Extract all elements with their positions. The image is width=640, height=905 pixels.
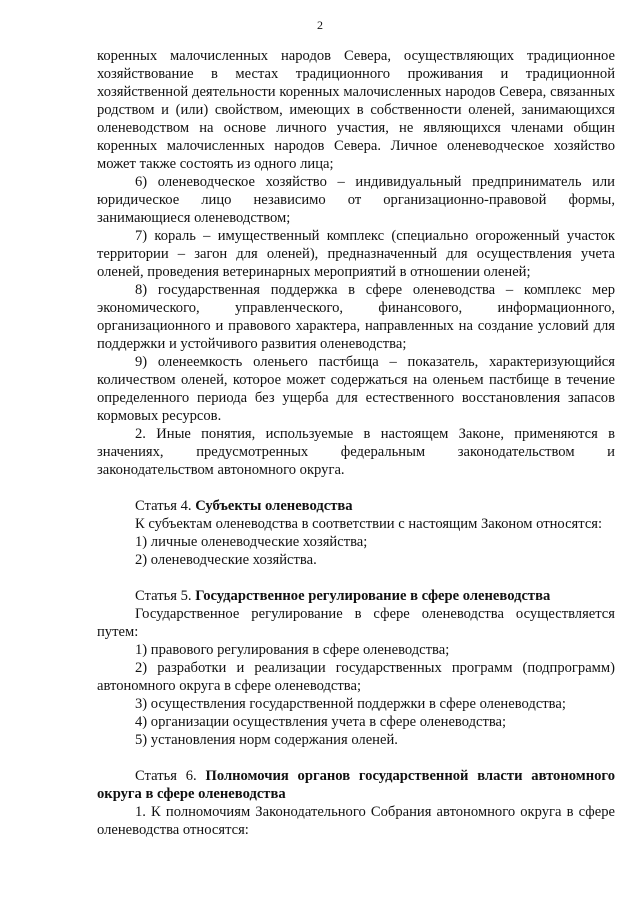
article-4-heading [97, 497, 615, 515]
definition-9: 9) оленеемкость оленьего пастбища – показатель, характеризующийся количеством оленей, которое может содержаться на оленьем пастбище в течение определенного периода без ущерба для естественного восстановления запасов кормовых ресурсов. [97, 354, 615, 424]
definition-6: 6) оленеводческое хозяйство – индивидуальный предприниматель или юридическое лицо независимо от организационно-правовой формы, занимающиеся оленеводством; [97, 174, 615, 226]
document-body [97, 47, 615, 839]
article-5-item-1: 1) правового регулирования в сфере оленеводства; [135, 642, 450, 658]
article-5-title: Государственное регулирование в сфере оленеводства [195, 588, 551, 604]
article-5-heading [97, 587, 615, 605]
clause-2: 2. Иные понятия, используемые в настоящем Законе, применяются в значениях, предусмотренных федеральным законодательством и законодательством автономного округа. [97, 426, 615, 478]
article-5-item-3: 3) осуществления государственной поддержки в сфере оленеводства; [135, 696, 566, 712]
article-4-prefix: Статья 4. [135, 498, 192, 514]
article-4-title: Субъекты оленеводства [195, 498, 353, 514]
definition-7: 7) кораль – имущественный комплекс (специально огороженный участок территории – загон для оленей), предназначенный для осуществления учета оленей, проведения ветеринарных мероприятий в отношении оленей; [97, 228, 615, 280]
article-5-item-4: 4) организации осуществления учета в сфере оленеводства; [135, 714, 507, 730]
article-6-prefix: Статья 6. [135, 768, 197, 784]
article-6-heading [97, 767, 615, 803]
article-6-clause-1: 1. К полномочиям Законодательного Собрания автономного округа в сфере оленеводства относятся: [97, 804, 615, 838]
article-5-item-5: 5) установления норм содержания оленей. [135, 732, 398, 748]
article-4-item-2: 2) оленеводческие хозяйства. [135, 552, 317, 568]
page-number: 2 [317, 18, 323, 32]
article-5-prefix: Статья 5. [135, 588, 192, 604]
article-4-item-1: 1) личные оленеводческие хозяйства; [135, 534, 368, 550]
definition-8: 8) государственная поддержка в сфере оленеводства – комплекс мер экономического, управленческого, финансового, информационного, организационного и правового характера, направленных на создание условий для поддержки и устойчивого развития оленеводства; [97, 282, 615, 352]
article-5-item-2: 2) разработки и реализации государственных программ (подпрограмм) автономного округа в сфере оленеводства; [97, 660, 615, 694]
intro-paragraph: коренных малочисленных народов Севера, осуществляющих традиционное хозяйствование в местах традиционного проживания и традиционной хозяйственной деятельности коренных малочисленных народов Севера, связанных родством и (или) свойством, имеющих в собственности оленей, занимающихся оленеводством на основе личного участия, не являющихся членами общин коренных малочисленных народов Севера. Личное оленеводческое хозяйство может также состоять из одного лица; [97, 48, 615, 172]
article-6-title: Полномочия органов государственной власти автономного округа в сфере оленеводства [97, 768, 615, 802]
article-4-intro: К субъектам оленеводства в соответствии с настоящим Законом относятся: [135, 516, 603, 532]
article-5-intro: Государственное регулирование в сфере оленеводства осуществляется путем: [97, 606, 615, 640]
